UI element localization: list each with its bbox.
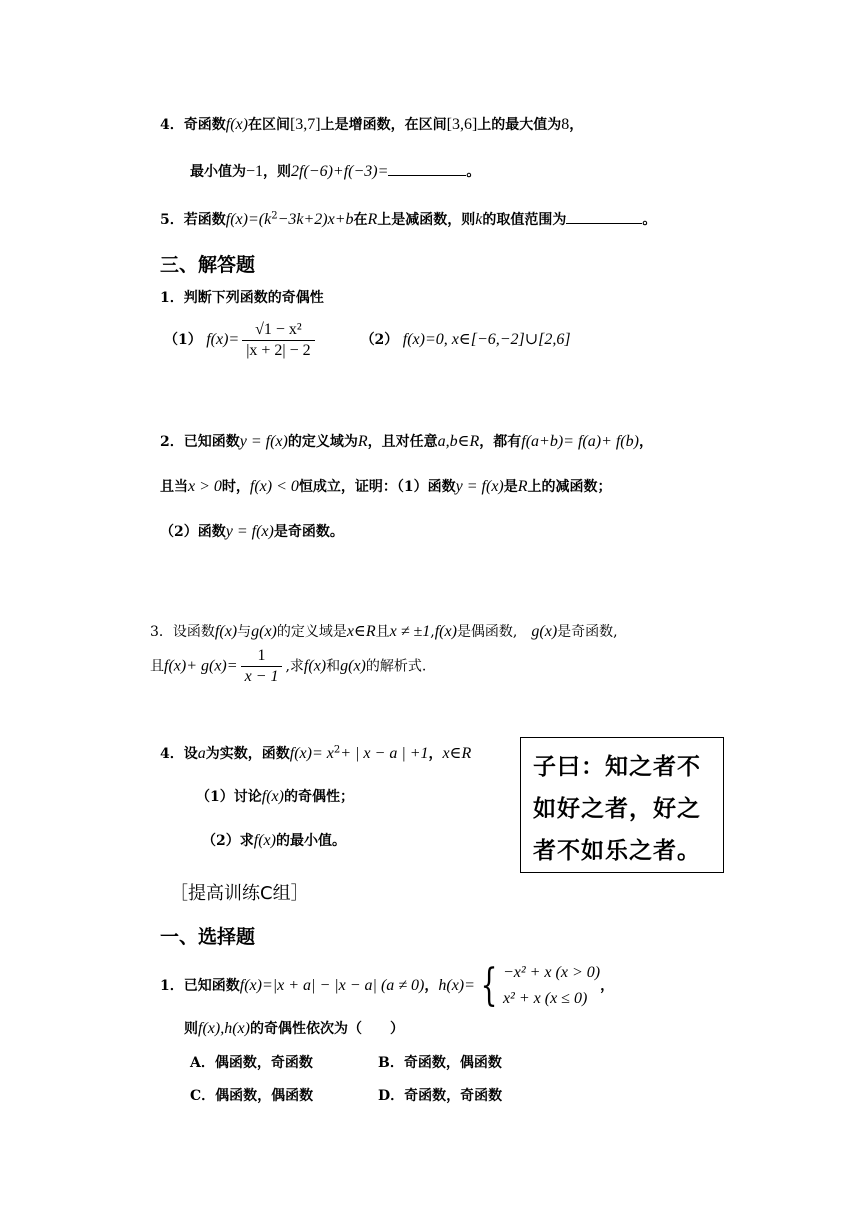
choice-q1-line1: 1．已知函数f(x)=|x + a| − |x − a| (a ≠ 0)，h(x)= { −x² + x (x > 0) x² + x (x ≤ 0) ， <box>160 960 615 1011</box>
option-d[interactable]: D．奇函数，奇函数 <box>378 1088 503 1104</box>
section-heading-solutions: 三、解答题 <box>160 254 256 276</box>
option-c[interactable]: C．偶函数，偶函数 <box>190 1088 314 1104</box>
solve-q2-line2: 且当x > 0时，f(x) < 0恒成立，证明：（1）函数y = f(x)是R上的减函数； <box>160 478 612 495</box>
answer-blank[interactable] <box>566 223 642 224</box>
section-heading-choice: 一、选择题 <box>160 926 256 948</box>
solve-q4-line1: 4．设a为实数，函数$f(x)= x^2+$ | x − a | +1，x∈R <box>160 744 472 762</box>
solve-q1-title: 1．判断下列函数的奇偶性 <box>160 290 324 306</box>
option-a[interactable]: A．偶函数，奇函数 <box>190 1055 313 1071</box>
solve-q2-line1: 2．已知函数y = f(x)的定义域为R，且对任意a,b∈R，都有f(a+b)= f(a)+ f(b)， <box>160 433 653 450</box>
choice-q1-line2: 则f(x),h(x)的奇偶性依次为（ ） <box>184 1020 404 1037</box>
solve-q3-line2: 且f(x)+ g(x)= $\frac{1}{x - 1}$ ,求f(x)和g(x)的解析式. <box>150 647 427 685</box>
solve-q3-line1: 3．设函数f(x)与g(x)的定义域是x∈R且x ≠ ±1,f(x)是偶函数, g(x)是奇函数, <box>150 623 618 640</box>
solve-q2-line3: （2）函数y = f(x)是奇函数。 <box>160 523 344 540</box>
fraction: $\frac{1}{x - 1}$ <box>241 646 283 687</box>
fraction: $\frac{\text{√1 − x²}}{|x + 2| - 2}$ <box>242 320 314 361</box>
fill-q4-line2: 最小值为−1，则2f(−6)+f(−3)= 。 <box>190 163 481 180</box>
answer-blank[interactable] <box>388 175 466 176</box>
solve-q1-parts: （1） f(x)= $\frac{\text{√1 − x²}}{|x + 2| - 2}$ （2） f(x)=0, x∈[−6,−2]∪[2,6] <box>164 320 571 359</box>
fill-q4-line1: 4．奇函数f(x)在区间[3,7]上是增函数，在区间[3,6]上的最大值为8， <box>160 116 584 133</box>
option-b[interactable]: B．奇函数，偶函数 <box>378 1055 502 1071</box>
piecewise-cases: −x² + x (x > 0) x² + x (x ≤ 0) <box>502 964 601 1007</box>
solve-q4-sub1: （1）讨论f(x)的奇偶性； <box>196 788 354 805</box>
solve-q4-sub2: （2）求f(x)的最小值。 <box>202 832 346 849</box>
fill-q5: 5．若函数$f(x)=(k^2-3k+2)x+b$在R上是减函数，则k的取值范围为 。 <box>160 210 657 228</box>
piecewise-brace: { <box>480 960 498 1011</box>
section-heading-training-c: ［提高训练C组］ <box>170 883 309 904</box>
confucius-quote-box: 子曰：知之者不如好之者，好之者不如乐之者。 <box>520 737 724 873</box>
